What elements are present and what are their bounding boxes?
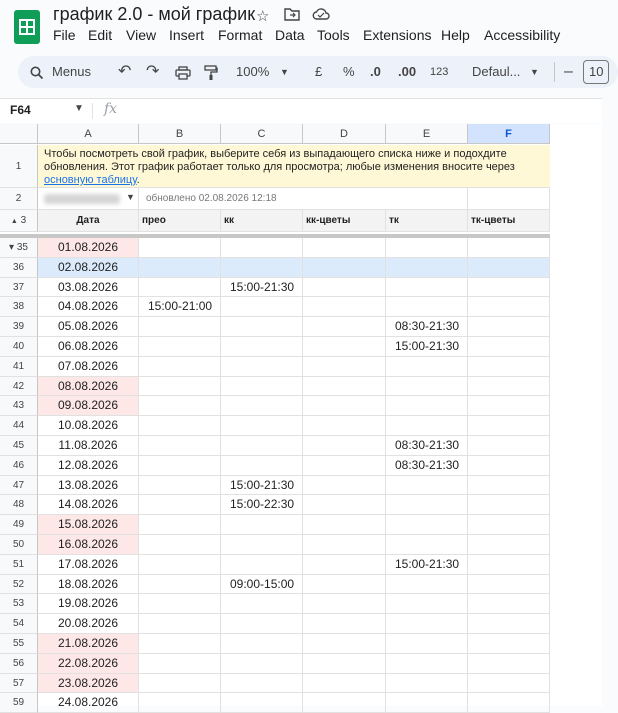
name-box[interactable]: F64 <box>10 103 31 117</box>
sheets-logo-icon[interactable] <box>14 10 40 44</box>
kk-cell[interactable] <box>221 416 303 436</box>
preo-cell[interactable] <box>139 693 221 713</box>
kk-flowers-cell[interactable] <box>303 297 386 317</box>
tk-flowers-cell[interactable] <box>468 634 550 654</box>
kk-cell[interactable] <box>221 555 303 575</box>
kk-cell[interactable] <box>221 357 303 377</box>
tk-flowers-cell[interactable] <box>468 297 550 317</box>
menu-data[interactable]: Data <box>275 27 305 43</box>
tk-cell[interactable] <box>386 693 468 713</box>
preo-cell[interactable] <box>139 555 221 575</box>
row-collapse-icon[interactable]: ▲ <box>10 218 18 225</box>
date-cell[interactable]: 15.08.2026 <box>38 515 139 535</box>
row-header[interactable]: 53 <box>0 594 38 614</box>
kk-flowers-cell[interactable] <box>303 357 386 377</box>
column-header-b[interactable]: B <box>139 124 221 144</box>
preo-cell[interactable] <box>139 416 221 436</box>
date-cell[interactable]: 10.08.2026 <box>38 416 139 436</box>
zoom-chevron-down-icon[interactable]: ▼ <box>280 67 289 77</box>
search-menus-icon[interactable] <box>30 56 44 88</box>
row-header[interactable] <box>0 210 38 232</box>
preo-cell[interactable] <box>139 436 221 456</box>
increase-decimal-button[interactable]: .00 <box>398 64 417 79</box>
tk-cell[interactable] <box>386 614 468 634</box>
kk-flowers-cell[interactable] <box>303 278 386 298</box>
preo-cell[interactable] <box>139 317 221 337</box>
tk-cell[interactable] <box>386 238 468 258</box>
row-header[interactable]: 52 <box>0 575 38 595</box>
tk-cell[interactable] <box>386 377 468 397</box>
header-kk[interactable]: кк <box>221 210 303 232</box>
function-icon: fx <box>104 101 118 117</box>
kk-flowers-cell[interactable] <box>303 238 386 258</box>
date-cell[interactable]: 18.08.2026 <box>38 575 139 595</box>
kk-cell[interactable] <box>221 535 303 555</box>
tk-cell[interactable]: 15:00-21:30 <box>386 337 468 357</box>
tk-cell[interactable] <box>386 654 468 674</box>
kk-cell[interactable] <box>221 377 303 397</box>
tk-cell[interactable]: 15:00-21:30 <box>386 555 468 575</box>
cell[interactable] <box>468 188 550 210</box>
paint-format-icon[interactable] <box>204 56 218 88</box>
menu-edit[interactable]: Edit <box>88 27 113 43</box>
kk-cell[interactable] <box>221 317 303 337</box>
zoom-select[interactable]: 100% <box>236 64 270 79</box>
tk-flowers-cell[interactable] <box>468 575 550 595</box>
preo-cell[interactable] <box>139 535 221 555</box>
tk-cell[interactable] <box>386 278 468 298</box>
date-cell[interactable]: 19.08.2026 <box>38 594 139 614</box>
kk-cell[interactable] <box>221 297 303 317</box>
tk-cell[interactable] <box>386 476 468 496</box>
date-cell[interactable]: 16.08.2026 <box>38 535 139 555</box>
preo-cell[interactable] <box>139 258 221 278</box>
kk-cell[interactable] <box>221 238 303 258</box>
tk-flowers-cell[interactable] <box>468 515 550 535</box>
kk-cell[interactable] <box>221 594 303 614</box>
date-cell[interactable]: 13.08.2026 <box>38 476 139 496</box>
row-header[interactable]: 40 <box>0 337 38 357</box>
row-header[interactable]: 43 <box>0 396 38 416</box>
kk-cell[interactable]: 09:00-15:00 <box>221 575 303 595</box>
select-all-corner[interactable] <box>0 124 38 144</box>
tk-cell[interactable] <box>386 575 468 595</box>
undo-icon[interactable]: ↶ <box>118 63 132 80</box>
preo-cell[interactable] <box>139 654 221 674</box>
font-size-input[interactable]: 10 <box>583 60 609 84</box>
row-header[interactable]: 50 <box>0 535 38 555</box>
kk-flowers-cell[interactable] <box>303 555 386 575</box>
tk-cell[interactable] <box>386 674 468 694</box>
kk-cell[interactable] <box>221 337 303 357</box>
preo-cell[interactable] <box>139 396 221 416</box>
tk-flowers-cell[interactable] <box>468 674 550 694</box>
kk-flowers-cell[interactable] <box>303 377 386 397</box>
row-header[interactable]: 59 <box>0 693 38 713</box>
kk-flowers-cell[interactable] <box>303 416 386 436</box>
date-cell[interactable]: 17.08.2026 <box>38 555 139 575</box>
kk-flowers-cell[interactable] <box>303 693 386 713</box>
row-header[interactable]: 38 <box>0 297 38 317</box>
toolbar-divider <box>554 62 555 82</box>
tk-flowers-cell[interactable] <box>468 357 550 377</box>
preo-cell[interactable] <box>139 515 221 535</box>
date-cell[interactable]: 01.08.2026 <box>38 238 139 258</box>
tk-flowers-cell[interactable] <box>468 436 550 456</box>
tk-flowers-cell[interactable] <box>468 614 550 634</box>
kk-cell[interactable]: 15:00-21:30 <box>221 278 303 298</box>
header-kk-flowers[interactable]: кк-цветы <box>303 210 386 232</box>
redo-icon[interactable]: ↷ <box>146 63 160 80</box>
tk-flowers-cell[interactable] <box>468 456 550 476</box>
date-cell[interactable]: 20.08.2026 <box>38 614 139 634</box>
preo-cell[interactable] <box>139 357 221 377</box>
date-cell[interactable]: 11.08.2026 <box>38 436 139 456</box>
row-header[interactable]: ▾ 35 <box>0 238 38 258</box>
kk-flowers-cell[interactable] <box>303 634 386 654</box>
row-header[interactable]: 49 <box>0 515 38 535</box>
kk-flowers-cell[interactable] <box>303 436 386 456</box>
tk-cell[interactable] <box>386 495 468 515</box>
menu-file[interactable]: File <box>53 27 76 43</box>
header-tk[interactable]: тк <box>386 210 468 232</box>
cloud-status-icon[interactable] <box>312 7 330 25</box>
menu-tools[interactable]: Tools <box>317 27 350 43</box>
title-bar <box>0 0 602 52</box>
kk-cell[interactable] <box>221 614 303 634</box>
person-dropdown[interactable] <box>38 188 139 210</box>
row-header[interactable]: 41 <box>0 357 38 377</box>
preo-cell[interactable] <box>139 337 221 357</box>
info-note-end: . <box>136 174 140 186</box>
kk-flowers-cell[interactable] <box>303 456 386 476</box>
date-cell[interactable]: 21.08.2026 <box>38 634 139 654</box>
row-header[interactable]: 44 <box>0 416 38 436</box>
row-header[interactable]: 48 <box>0 495 38 515</box>
preo-cell[interactable] <box>139 674 221 694</box>
tk-flowers-cell[interactable] <box>468 476 550 496</box>
info-note-text: Чтобы посмотреть свой график, выберите себя из выпадающего списка ниже и подохдите обновления. Этот график работает только для просмотра; любые изменения вносите через <box>44 148 515 173</box>
row-header[interactable]: 45 <box>0 436 38 456</box>
percent-format-button[interactable]: % <box>343 64 355 79</box>
tk-flowers-cell[interactable] <box>468 654 550 674</box>
preo-cell[interactable] <box>139 278 221 298</box>
tk-flowers-cell[interactable] <box>468 238 550 258</box>
tk-flowers-cell[interactable] <box>468 337 550 357</box>
kk-flowers-cell[interactable] <box>303 575 386 595</box>
column-header-c[interactable]: C <box>221 124 303 144</box>
info-note-cell[interactable] <box>38 145 550 188</box>
tk-cell[interactable] <box>386 535 468 555</box>
menu-view[interactable]: View <box>126 27 157 43</box>
kk-cell[interactable] <box>221 515 303 535</box>
date-cell[interactable]: 12.08.2026 <box>38 456 139 476</box>
kk-cell[interactable] <box>221 674 303 694</box>
preo-cell[interactable] <box>139 594 221 614</box>
date-cell[interactable]: 09.08.2026 <box>38 396 139 416</box>
row-header[interactable]: 54 <box>0 614 38 634</box>
currency-format-button[interactable]: £ <box>315 64 323 79</box>
name-box-chevron-down-icon[interactable]: ▼ <box>74 103 84 114</box>
row-header[interactable]: 46 <box>0 456 38 476</box>
main-table-link[interactable]: основную таблицу <box>44 174 137 186</box>
header-tk-flowers[interactable]: тк-цветы <box>468 210 550 232</box>
header-preo[interactable]: прео <box>139 210 221 232</box>
row-header[interactable]: 55 <box>0 634 38 654</box>
kk-cell[interactable] <box>221 654 303 674</box>
row-header[interactable]: 37 <box>0 278 38 298</box>
menu-insert[interactable]: Insert <box>169 27 205 43</box>
kk-cell[interactable] <box>221 634 303 654</box>
menu-extensions[interactable]: Extensions <box>363 27 432 43</box>
kk-cell[interactable] <box>221 396 303 416</box>
kk-flowers-cell[interactable] <box>303 476 386 496</box>
header-date[interactable]: Дата <box>38 210 139 232</box>
date-cell[interactable]: 06.08.2026 <box>38 337 139 357</box>
menu-format[interactable]: Format <box>218 27 263 43</box>
tk-flowers-cell[interactable] <box>468 396 550 416</box>
kk-cell[interactable] <box>221 258 303 278</box>
star-icon[interactable]: ☆ <box>256 8 270 25</box>
date-cell[interactable]: 02.08.2026 <box>38 258 139 278</box>
tk-cell[interactable] <box>386 515 468 535</box>
column-header-e[interactable]: E <box>386 124 468 144</box>
toolbar <box>18 56 618 88</box>
search-menus-button[interactable]: Menus <box>52 64 92 79</box>
tk-flowers-cell[interactable] <box>468 555 550 575</box>
preo-cell[interactable] <box>139 456 221 476</box>
column-header-f[interactable]: F <box>468 124 550 144</box>
number-format-button[interactable]: 123 <box>430 66 449 78</box>
tk-cell[interactable] <box>386 416 468 436</box>
row-header[interactable]: 47 <box>0 476 38 496</box>
preo-cell[interactable] <box>139 476 221 496</box>
tk-cell[interactable] <box>386 258 468 278</box>
kk-flowers-cell[interactable] <box>303 535 386 555</box>
tk-cell[interactable]: 08:30-21:30 <box>386 456 468 476</box>
print-icon[interactable] <box>175 56 191 88</box>
tk-flowers-cell[interactable] <box>468 278 550 298</box>
preo-cell[interactable] <box>139 614 221 634</box>
updated-timestamp: обновлено 02.08.2026 12:18 <box>139 188 386 210</box>
tk-flowers-cell[interactable] <box>468 317 550 337</box>
kk-flowers-cell[interactable] <box>303 258 386 278</box>
spreadsheet-grid[interactable] <box>0 124 602 710</box>
tk-cell[interactable]: 08:30-21:30 <box>386 317 468 337</box>
tk-flowers-cell[interactable] <box>468 495 550 515</box>
tk-cell[interactable] <box>386 396 468 416</box>
kk-flowers-cell[interactable] <box>303 594 386 614</box>
decrease-decimal-button[interactable]: .0 <box>370 64 381 79</box>
row-number: 3 <box>20 215 27 226</box>
menu-help[interactable]: Help <box>441 27 470 43</box>
preo-cell[interactable] <box>139 575 221 595</box>
kk-flowers-cell[interactable] <box>303 396 386 416</box>
cell[interactable] <box>386 188 468 210</box>
row-header[interactable]: 36 <box>0 258 38 278</box>
date-cell[interactable]: 08.08.2026 <box>38 377 139 397</box>
date-cell[interactable]: 05.08.2026 <box>38 317 139 337</box>
kk-cell[interactable] <box>221 693 303 713</box>
tk-flowers-cell[interactable] <box>468 594 550 614</box>
date-cell[interactable]: 04.08.2026 <box>38 297 139 317</box>
kk-flowers-cell[interactable] <box>303 614 386 634</box>
tk-flowers-cell[interactable] <box>468 535 550 555</box>
tk-cell[interactable]: 08:30-21:30 <box>386 436 468 456</box>
date-cell[interactable]: 23.08.2026 <box>38 674 139 694</box>
tk-cell[interactable] <box>386 634 468 654</box>
row-header[interactable]: 57 <box>0 674 38 694</box>
tk-flowers-cell[interactable] <box>468 377 550 397</box>
row-header[interactable]: 51 <box>0 555 38 575</box>
row-header[interactable]: 2 <box>0 188 38 210</box>
column-header-a[interactable]: A <box>38 124 139 144</box>
row-header[interactable]: 42 <box>0 377 38 397</box>
font-chevron-down-icon[interactable]: ▼ <box>530 67 539 77</box>
formula-divider <box>92 103 93 119</box>
tk-flowers-cell[interactable] <box>468 693 550 713</box>
kk-cell[interactable] <box>221 436 303 456</box>
preo-cell[interactable] <box>139 634 221 654</box>
date-cell[interactable]: 24.08.2026 <box>38 693 139 713</box>
dropdown-chevron-down-icon[interactable]: ▼ <box>126 192 135 202</box>
date-cell[interactable]: 03.08.2026 <box>38 278 139 298</box>
kk-flowers-cell[interactable] <box>303 495 386 515</box>
formula-bar <box>0 98 602 123</box>
date-cell[interactable]: 07.08.2026 <box>38 357 139 377</box>
tk-flowers-cell[interactable] <box>468 258 550 278</box>
column-header-d[interactable]: D <box>303 124 386 144</box>
move-folder-icon[interactable] <box>284 7 300 25</box>
date-cell[interactable]: 14.08.2026 <box>38 495 139 515</box>
preo-cell[interactable] <box>139 238 221 258</box>
row-header[interactable]: 39 <box>0 317 38 337</box>
kk-cell[interactable]: 15:00-21:30 <box>221 476 303 496</box>
kk-cell[interactable] <box>221 456 303 476</box>
tk-flowers-cell[interactable] <box>468 416 550 436</box>
font-select[interactable]: Defaul... <box>472 64 521 79</box>
menu-accessibility[interactable]: Accessibility <box>484 27 561 43</box>
preo-cell[interactable]: 15:00-21:00 <box>139 297 221 317</box>
kk-flowers-cell[interactable] <box>303 337 386 357</box>
document-title[interactable]: график 2.0 - мой график <box>53 4 256 24</box>
kk-cell[interactable]: 15:00-22:30 <box>221 495 303 515</box>
person-name-redacted <box>44 194 120 204</box>
preo-cell[interactable] <box>139 377 221 397</box>
kk-flowers-cell[interactable] <box>303 674 386 694</box>
preo-cell[interactable] <box>139 495 221 515</box>
decrease-font-size-button[interactable]: – <box>564 63 573 80</box>
tk-cell[interactable] <box>386 594 468 614</box>
kk-flowers-cell[interactable] <box>303 317 386 337</box>
row-header[interactable]: 56 <box>0 654 38 674</box>
tk-cell[interactable] <box>386 297 468 317</box>
row-header[interactable]: 1 <box>0 145 38 188</box>
date-cell[interactable]: 22.08.2026 <box>38 654 139 674</box>
tk-cell[interactable] <box>386 357 468 377</box>
kk-flowers-cell[interactable] <box>303 654 386 674</box>
kk-flowers-cell[interactable] <box>303 515 386 535</box>
